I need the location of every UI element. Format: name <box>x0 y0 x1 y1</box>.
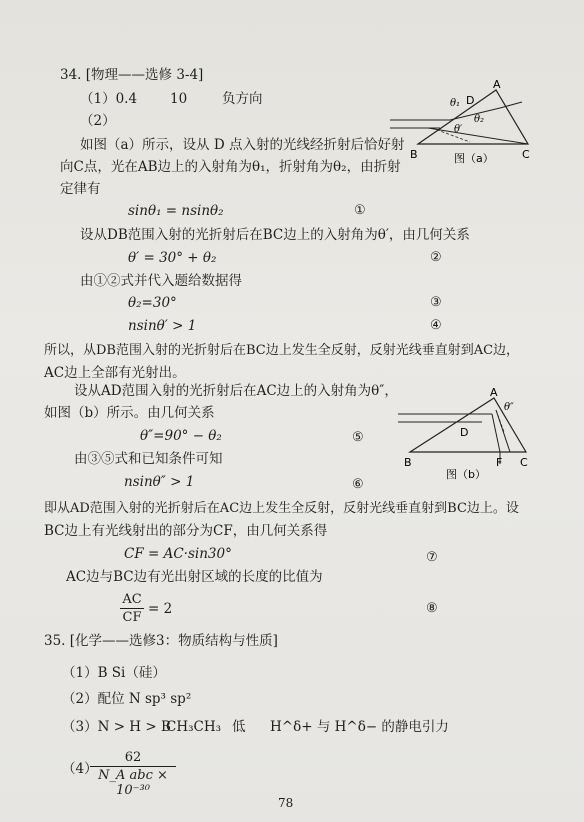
equation-3-number: ③ <box>430 295 442 310</box>
equation-6: nsinθ″ > 1 <box>124 474 195 490</box>
label-f-b: F <box>496 456 503 469</box>
q34-part1-value3: 负方向 <box>222 91 263 107</box>
q35-answer-2: （2）配位 N sp³ sp² <box>62 691 192 707</box>
equation-8-numerator: AC <box>122 592 142 607</box>
label-theta2: θ₂ <box>474 114 485 125</box>
equation-8-denominator: CF <box>122 610 142 625</box>
equation-7: CF = AC·sin30° <box>124 546 232 562</box>
q35-answer-4-denominator: N_A abc × 10⁻³⁰ <box>98 768 168 798</box>
equation-4: nsinθ′ > 1 <box>128 318 197 334</box>
label-theta-double-prime: θ″ <box>504 402 514 413</box>
q35-answer-3c: 低 <box>232 719 246 735</box>
equation-8-rhs: = 2 <box>148 601 173 617</box>
label-d-b: D <box>460 426 469 439</box>
equation-2-number: ② <box>430 250 442 265</box>
q35-answer-4-fraction <box>90 750 176 798</box>
equation-1-number: ① <box>354 203 366 218</box>
equation-2: θ′ = 30° + θ₂ <box>128 250 217 266</box>
label-d: D <box>466 94 475 107</box>
figure-a <box>388 78 538 170</box>
equation-3: θ₂=30° <box>128 295 177 311</box>
q34-text-12: BC边上有光线射出的部分为CF，由几何关系得 <box>44 523 328 539</box>
q35-header: 35. [化学——选修3：物质结构与性质] <box>44 633 278 649</box>
q34-text-5: 由①②式并代入题给数据得 <box>80 273 242 289</box>
q34-part1-value2: 10 <box>170 91 188 107</box>
figure-b-caption: 图（b） <box>446 468 486 481</box>
q34-part1-value1: （1）0.4 <box>80 91 138 107</box>
label-a: A <box>493 78 501 91</box>
q35-answer-3d: H^δ+ 与 H^δ− 的静电引力 <box>270 719 449 735</box>
equation-4-number: ④ <box>430 318 442 333</box>
q34-text-1: 如图（a）所示，设从 D 点入射的光线经折射后恰好射 <box>80 137 405 153</box>
label-a-b: A <box>490 388 498 399</box>
q35-answer-3a: （3）N > H > B <box>62 719 171 735</box>
equation-5: θ″=90° − θ₂ <box>140 428 222 444</box>
q34-part2-label: （2） <box>80 113 116 129</box>
normal-line <box>432 128 470 142</box>
q34-text-11: 即从AD范围入射的光折射后在AC边上发生全反射，反射光线垂直射到BC边上。设 <box>44 501 519 516</box>
refracted-ray <box>428 128 528 144</box>
equation-7-number: ⑦ <box>426 550 438 565</box>
q34-text-13: AC边与BC边有光出射区域的长度的比值为 <box>66 569 323 585</box>
q34-header: 34. [物理——选修 3-4] <box>60 67 204 83</box>
label-b: B <box>410 148 418 161</box>
equation-1: sinθ₁ = nsinθ₂ <box>128 203 224 219</box>
equation-8-fraction <box>120 592 144 625</box>
q35-answer-3b: CH₃CH₃ <box>166 719 222 735</box>
label-theta-prime: θ′ <box>454 124 463 135</box>
label-c-b: C <box>520 456 528 469</box>
fraction-bar <box>90 766 176 767</box>
label-b-b: B <box>404 456 412 469</box>
q34-text-2: 向C点，光在AB边上的入射角为θ₁，折射角为θ₂，由折射 <box>60 159 401 175</box>
q35-answer-4-label: （4） <box>62 761 98 777</box>
q34-text-10: 由③⑤式和已知条件可知 <box>74 451 223 467</box>
label-theta1: θ₁ <box>450 98 461 109</box>
figure-b <box>396 388 536 484</box>
figure-a-caption: 图（a） <box>454 152 494 165</box>
q34-text-3: 定律有 <box>60 181 101 197</box>
equation-8-number: ⑧ <box>426 601 438 616</box>
q35-answer-4-numerator: 62 <box>124 750 142 765</box>
q34-text-4: 设从DB范围入射的光折射后在BC边上的入射角为θ′，由几何关系 <box>80 227 470 243</box>
equation-5-number: ⑤ <box>352 430 364 445</box>
q34-text-8: 设从AD范围入射的光折射后在AC边上的入射角为θ″， <box>74 383 398 399</box>
q34-text-6: 所以，从DB范围入射的光折射后在BC边上发生全反射，反射光线垂直射到AC边， <box>44 343 520 358</box>
page-number: 78 <box>278 796 294 810</box>
q35-answer-1: （1）B Si（硅） <box>62 665 166 681</box>
q34-text-9: 如图（b）所示。由几何关系 <box>44 405 215 421</box>
equation-6-number: ⑥ <box>352 477 364 492</box>
q34-text-7: AC边上全部有光射出。 <box>44 365 186 381</box>
label-c: C <box>522 148 530 161</box>
fraction-bar <box>120 608 144 609</box>
